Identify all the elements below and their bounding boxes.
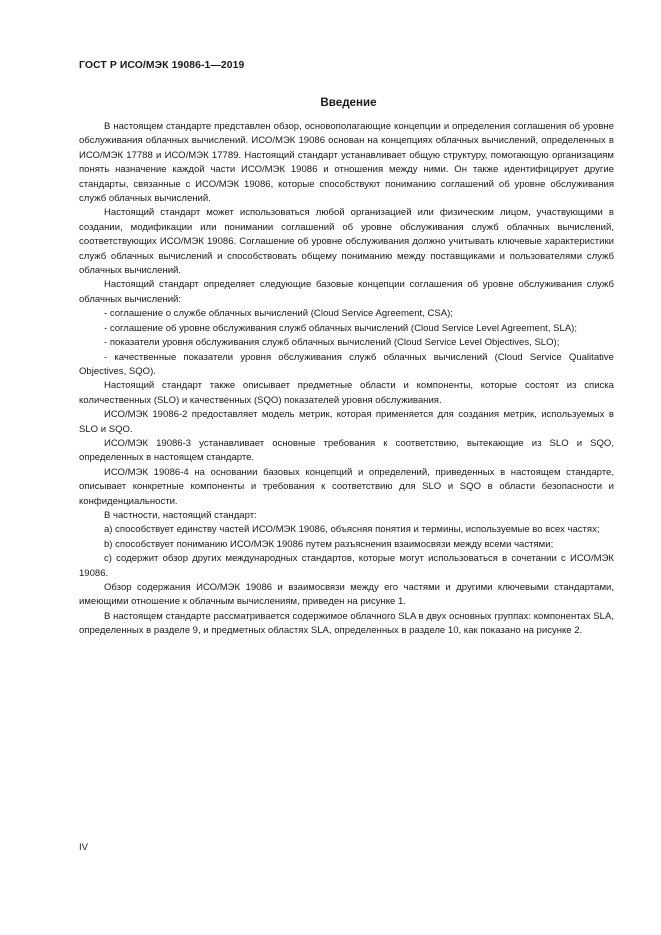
paragraph: В настоящем стандарте рассматривается содержимое облачного SLA в двух основных группах: компонентах SLA, определенных в разделе 9, и предметных областях SLA, определенных в разделе 10, как показано на рисунке 2.	[79, 610, 614, 637]
document-body	[79, 120, 614, 639]
section-title-wrapper	[0, 93, 661, 111]
list-item: - качественные показатели уровня обслуживания служб облачных вычислений (Cloud Service Qualitative Objectives, SQO).	[79, 351, 614, 377]
page-number: IV	[79, 842, 88, 853]
list-item: a) способствует единству частей ИСО/МЭК 19086, объясняя понятия и термины, используемые во всех частях;	[104, 524, 600, 536]
paragraph: ИСО/МЭК 19086-3 устанавливает основные требования к соответствию, вытекающие из SLO и SQO, определенных в настоящем стандарте.	[79, 437, 614, 464]
section-title: Введение	[320, 96, 377, 109]
paragraph: ИСО/МЭК 19086-4 на основании базовых концепций и определений, приведенных в настоящем стандарте, описывает конкретные компоненты и требования к соответствию для SLO и SQO в области безопасности и конфиденциальности.	[79, 466, 614, 507]
document-header: ГОСТ Р ИСО/МЭК 19086-1—2019	[79, 60, 245, 71]
list-item: - соглашение о службе облачных вычислений (Cloud Service Agreement, CSA);	[104, 308, 453, 320]
paragraph: Настоящий стандарт определяет следующие базовые концепции соглашения об уровне обслуживания служб облачных вычислений:	[79, 279, 614, 305]
paragraph: В частности, настоящий стандарт:	[104, 509, 257, 521]
paragraph: ИСО/МЭК 19086-2 предоставляет модель метрик, которая применяется для создания метрик, используемых в SLO и SQO.	[79, 409, 614, 435]
paragraph: Обзор содержания ИСО/МЭК 19086 и взаимосвязи между его частями и другими ключевыми стандартами, имеющими отношение к облачным вычислениям, приведен на рисунке 1.	[79, 582, 614, 608]
list-item: - соглашение об уровне обслуживания служб облачных вычислений (Cloud Service Level Agreement, SLA);	[104, 322, 578, 334]
paragraph: Настоящий стандарт также описывает предметные области и компоненты, которые состоят из списка количественных (SLO) и качественных (SQO) показателей уровня обслуживания.	[79, 380, 614, 406]
paragraph: В настоящем стандарте представлен обзор, основополагающие концепции и определения соглашения об уровне обслуживания облачных вычислений. ИСО/МЭК 19086 основан на концепциях облачных вычислений, определенных в ИСО/МЭК 17788 и ИСО/МЭК 17789. Настоящий стандарт устанавливает общую структуру, помогающую организациям понять назначение каждой части ИСО/МЭК 19086 и отношения между ними. Он также идентифицирует другие стандарты, связанные с ИСО/МЭК 19086, которые способствуют пониманию соглашений об уровне обслуживания служб облачных вычислений.	[79, 121, 614, 205]
list-item: b) способствует пониманию ИСО/МЭК 19086 путем разъяснения взаимосвязи между всеми частями;	[104, 538, 554, 550]
list-item: - показатели уровня обслуживания служб облачных вычислений (Cloud Service Level Objectives, SLO);	[104, 337, 560, 349]
paragraph: Настоящий стандарт может использоваться любой организацией или физическим лицом, участвующими в создании, модификации или понимании соглашений об уровне обслуживания служб облачных вычислений, соответствующих ИСО/МЭК 19086. Соглашение об уровне обслуживания должно учитывать ключевые характеристики служб облачных вычислений и способствовать общему пониманию между поставщиками и пользователями служб облачных вычислений.	[79, 207, 614, 277]
list-item: c) содержит обзор других международных стандартов, которые могут использоваться в сочетании с ИСО/МЭК 19086.	[79, 553, 614, 579]
